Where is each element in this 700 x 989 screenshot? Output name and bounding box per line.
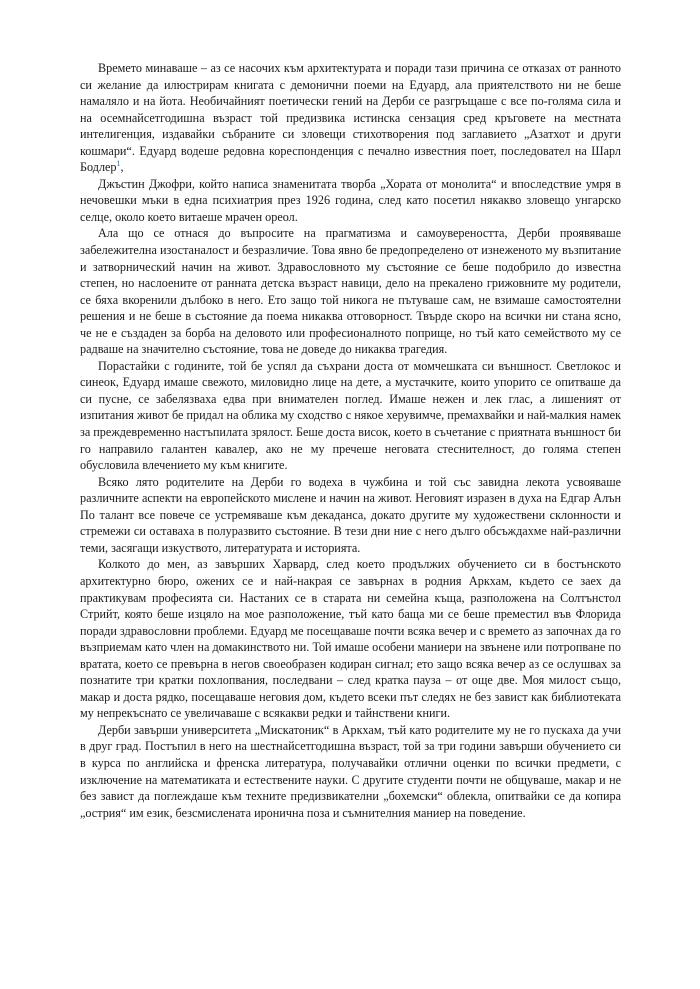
paragraph-text: Джъстин Джофри, който написа знаменитата творба „Хората от монолита“ и впоследствие умря в нечовешки мъки в една психиатрия през 1926 година, след като посетил някакво зловещо унгарско селце, около което витаеше мрачен ореол. xyxy=(80,176,621,224)
paragraph xyxy=(80,225,621,357)
paragraph-text-tail: , xyxy=(120,160,124,175)
paragraph xyxy=(80,556,621,721)
paragraph-text: Всяко лято родителите на Дерби го водеха в чужбина и той със завидна лекота усвояваше различните аспекти на европейското мислене и начин на живот. Неговият изразен в духа на Едгар Алън По талант все повече се устремяваше към декаданса, докато другите му художествени склонности и стремежи си оставаха в полуразвито състояние. В тези дни ние с него дълго обсъждахме най-различни теми, засягащи изкуството, литературата и историята. xyxy=(80,474,621,555)
paragraph-text: Времето минаваше – аз се насочих към архитектурата и поради тази причина се отказах от ранното си желание да илюстрирам книгата с демонични поеми на Едуард, ала приятелството ни не беше намаляло и на йота. Необичайният поетически гений на Дерби се разгръщаше с все по-голяма сила и на осемнайсетгодишна възраст той предизвика истинска сензация сред кръговете на местната интелигенция, издавайки събраните си зловещи стихотворения под заглавието „Азатхот и други кошмари“. Едуард водеше редовна кореспонденция с печално известния поет, последовател на Шарл Бодлер xyxy=(80,61,621,175)
paragraph-text: Ала що се отнася до въпросите на прагматизма и самоувереността, Дерби проявяваше забележителна изостаналост и безразличие. Това явно бе предопределено от изнеженото му възпитание и затворнический начин на живот. Здравословното му състояние се беше подобрило до известна степен, но наслоените от ранната детска възраст навици, дело на прекалено грижовните му родители, се бяха вкоренили дълбоко в него. Ето защо той никога не пътуваше сам, не взимаше самостоятелни решения и не беше в състояние да поема никаква отговорност. Твърде скоро на всички ни стана ясно, че не е създаден за борба на деловото или професионалното поприще, но тъй като семейството му се радваше на значително състояние, това не доведе до никаква трагедия. xyxy=(80,226,621,357)
footnote-link[interactable]: 1 xyxy=(116,159,121,169)
paragraph xyxy=(80,722,621,821)
paragraph xyxy=(80,60,621,176)
paragraph xyxy=(80,474,621,557)
paragraph-text: Дерби завърши университета „Мискатоник“ в Аркхам, тъй като родителите му не го пускаха да учи в друг град. Постъпил в него на шестнайсетгодишна възраст, той за три години завърши обучението си в курса по английска и френска литература, получавайки отлични оценки по всички предмети, с изключение на математиката и естествените науки. С другите студенти почти не общуваше, макар и не без завист да поглеждаше към техните предизвикателни „бохемски“ облекла, опитвайки се да копира „острия“ им език, безсмислената иронична поза и съмнителния маниер на поведение. xyxy=(80,722,621,820)
paragraph xyxy=(80,358,621,474)
paragraph-text: Порастайки с годините, той бе успял да съхрани доста от момчешката си външност. Светлокос и синеок, Едуард имаше свежото, миловидно лице на дете, а мустачките, които упорито се опитваше да си пусне, се забелязваха едва при внимателен поглед. Имаше нежен и лек глас, а лишеният от изпитания живот бе придал на облика му сходство с някое херувимче, премахвайки и най-малкия намек за преждевременно настъпилата зрялост. Беше доста висок, което в съчетание с приятната външност би го направило галантен кавалер, ако не му пречеше неговата стеснителност, до голяма степен обусловила влечението му към книгите. xyxy=(80,358,621,473)
paragraph xyxy=(80,176,621,226)
document-page xyxy=(80,60,621,821)
paragraph-text: Колкото до мен, аз завърших Харвард, след което продължих обучението си в бостънското архитектурно бюро, ожених се и най-накрая се завърнах в родния Аркхам, където се заех да практикувам професията си. Настаних се в старата ни семейна къща, разположена на Солтънстол Стрийт, която беше изцяло на мое разположение, тъй като баща ми се беше преместил във Флорида поради здравословни проблеми. Едуард ме посещаваше почти всяка вечер и с времето аз започнах да го възприемам като член на домакинството ни. Той имаше особени маниери на звънене или потропване по вратата, което се превърна в негов своеобразен кодиран сигнал; ето защо всяка вечер аз се ослушвах за познатите три кратки похлопвания, последвани – след кратка пауза – от още две. Моя милост също, макар и доста рядко, посещаваше неговия дом, където всеки път следях не без завист как библиотеката му непрекъснато се увеличаваше с всякакви редки и тайнствени книги. xyxy=(80,557,621,721)
